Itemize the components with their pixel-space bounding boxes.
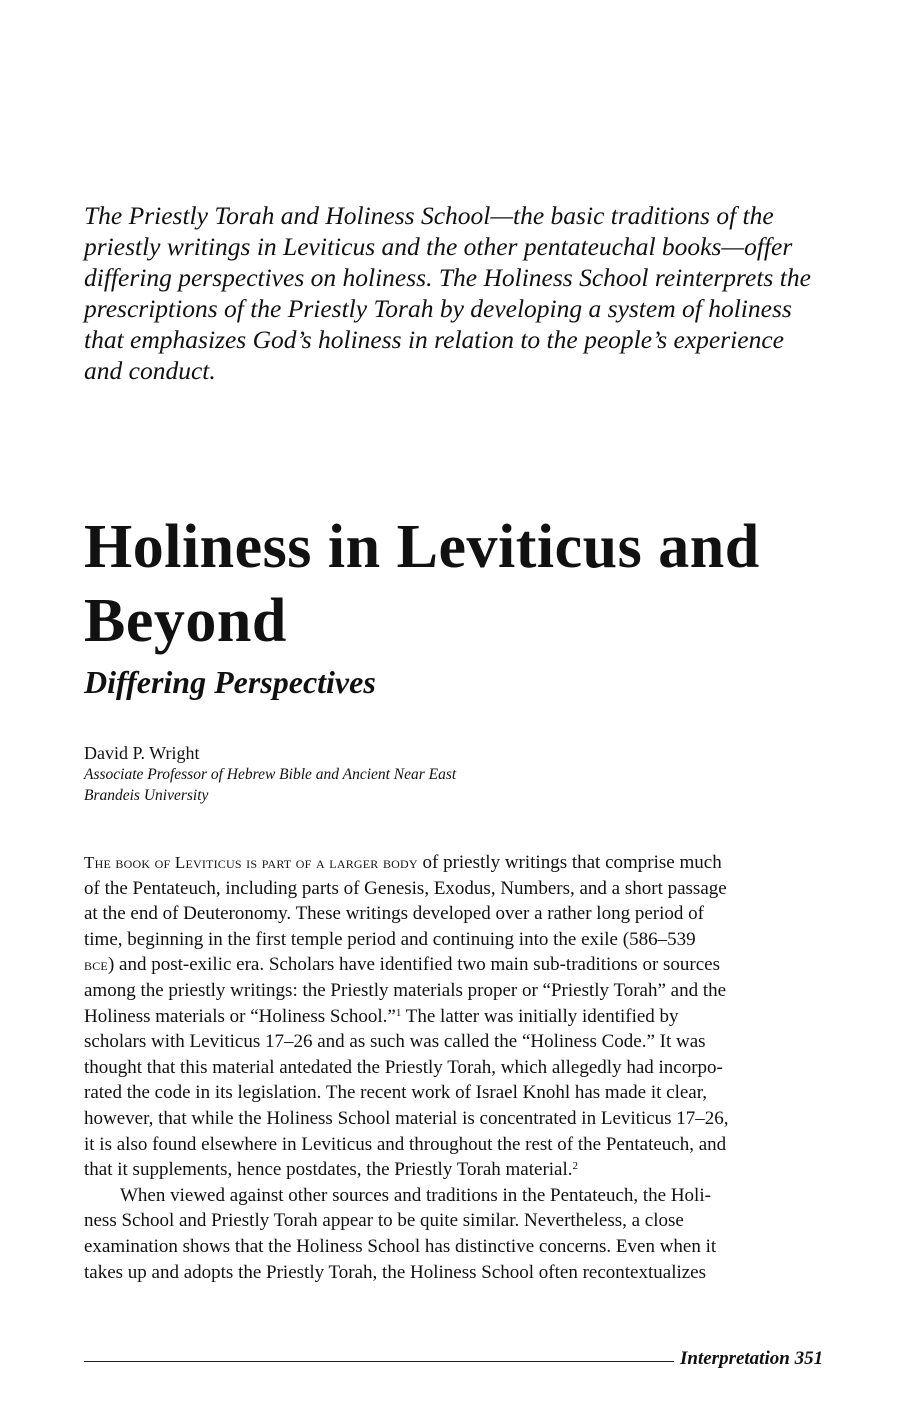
abstract [84,200,834,386]
abstract-line: priestly writings in Leviticus and the other pentateuchal books—offer [84,232,793,261]
abstract-line: The Priestly Torah and Holiness School—the basic traditions of the [84,201,774,230]
body-line: however, that while the Holiness School material is concentrated in Leviticus 17–26, [84,1107,729,1129]
abstract-line: differing perspectives on holiness. The Holiness School reinterprets the [84,263,811,292]
footnote-ref[interactable]: 1 [395,1006,402,1019]
body-line: at the end of Deuteronomy. These writings developed over a rather long period of [84,903,704,925]
body-line: of the Pentateuch, including parts of Genesis, Exodus, Numbers, and a short passage [84,877,727,899]
article-body [84,850,824,1285]
body-line: among the priestly writings: the Priestly materials proper or “Priestly Torah” and the [84,979,727,1001]
author-institution: Brandeis University [84,787,209,804]
abstract-line: and conduct. [84,356,216,385]
article-subtitle: Differing Perspectives [84,664,376,700]
footnote-ref[interactable]: 2 [572,1160,579,1173]
title-line-1: Holiness in Leviticus and [84,513,760,581]
body-line: When viewed against other sources and traditions in the Pentateuch, the Holi- [120,1184,711,1206]
body-line: bce) and post-exilic era. Scholars have identified two main sub-traditions or sources [84,954,721,976]
body-line: that it supplements, hence postdates, the Priestly Torah material.$^2$ [84,1159,579,1181]
body-line: thought that this material antedated the Priestly Torah, which allegedly had incorpo- [84,1056,723,1078]
journal-name: Interpretation [680,1348,790,1369]
running-footer [680,1347,823,1371]
lead-in-smallcaps: The book of Leviticus is part of a larger body [84,853,418,872]
abstract-line: prescriptions of the Priestly Torah by developing a system of holiness [84,294,792,323]
body-line: Holiness materials or “Holiness School.”$^1$ The latter was initially identified by [84,1005,679,1027]
author-block [84,742,456,806]
abstract-line: that emphasizes God’s holiness in relation to the people’s experience [84,325,784,354]
page-number: 351 [794,1348,824,1369]
title-line-2: Beyond [84,587,287,655]
body-line: examination shows that the Holiness School has distinctive concerns. Even when it [84,1235,717,1257]
author-position: Associate Professor of Hebrew Bible and Ancient Near East [84,766,457,783]
body-line: takes up and adopts the Priestly Torah, the Holiness School often recontextualizes [84,1261,707,1283]
footer-rule [84,1361,674,1362]
era-smallcaps: bce [84,955,108,975]
body-line: The book of Leviticus is part of a larger body of priestly writings that comprise much [84,852,722,873]
body-line: time, beginning in the first temple period and continuing into the exile (586–539 [84,928,696,950]
body-line: scholars with Leviticus 17–26 and as such was called the “Holiness Code.” It was [84,1031,706,1053]
author-name: David P. Wright [84,743,200,763]
body-line: rated the code in its legislation. The recent work of Israel Knohl has made it clear, [84,1082,708,1104]
body-line: ness School and Priestly Torah appear to be quite similar. Nevertheless, a close [84,1210,684,1232]
article-title [84,510,760,658]
body-line: it is also found elsewhere in Leviticus and throughout the rest of the Pentateuch, and [84,1133,727,1155]
